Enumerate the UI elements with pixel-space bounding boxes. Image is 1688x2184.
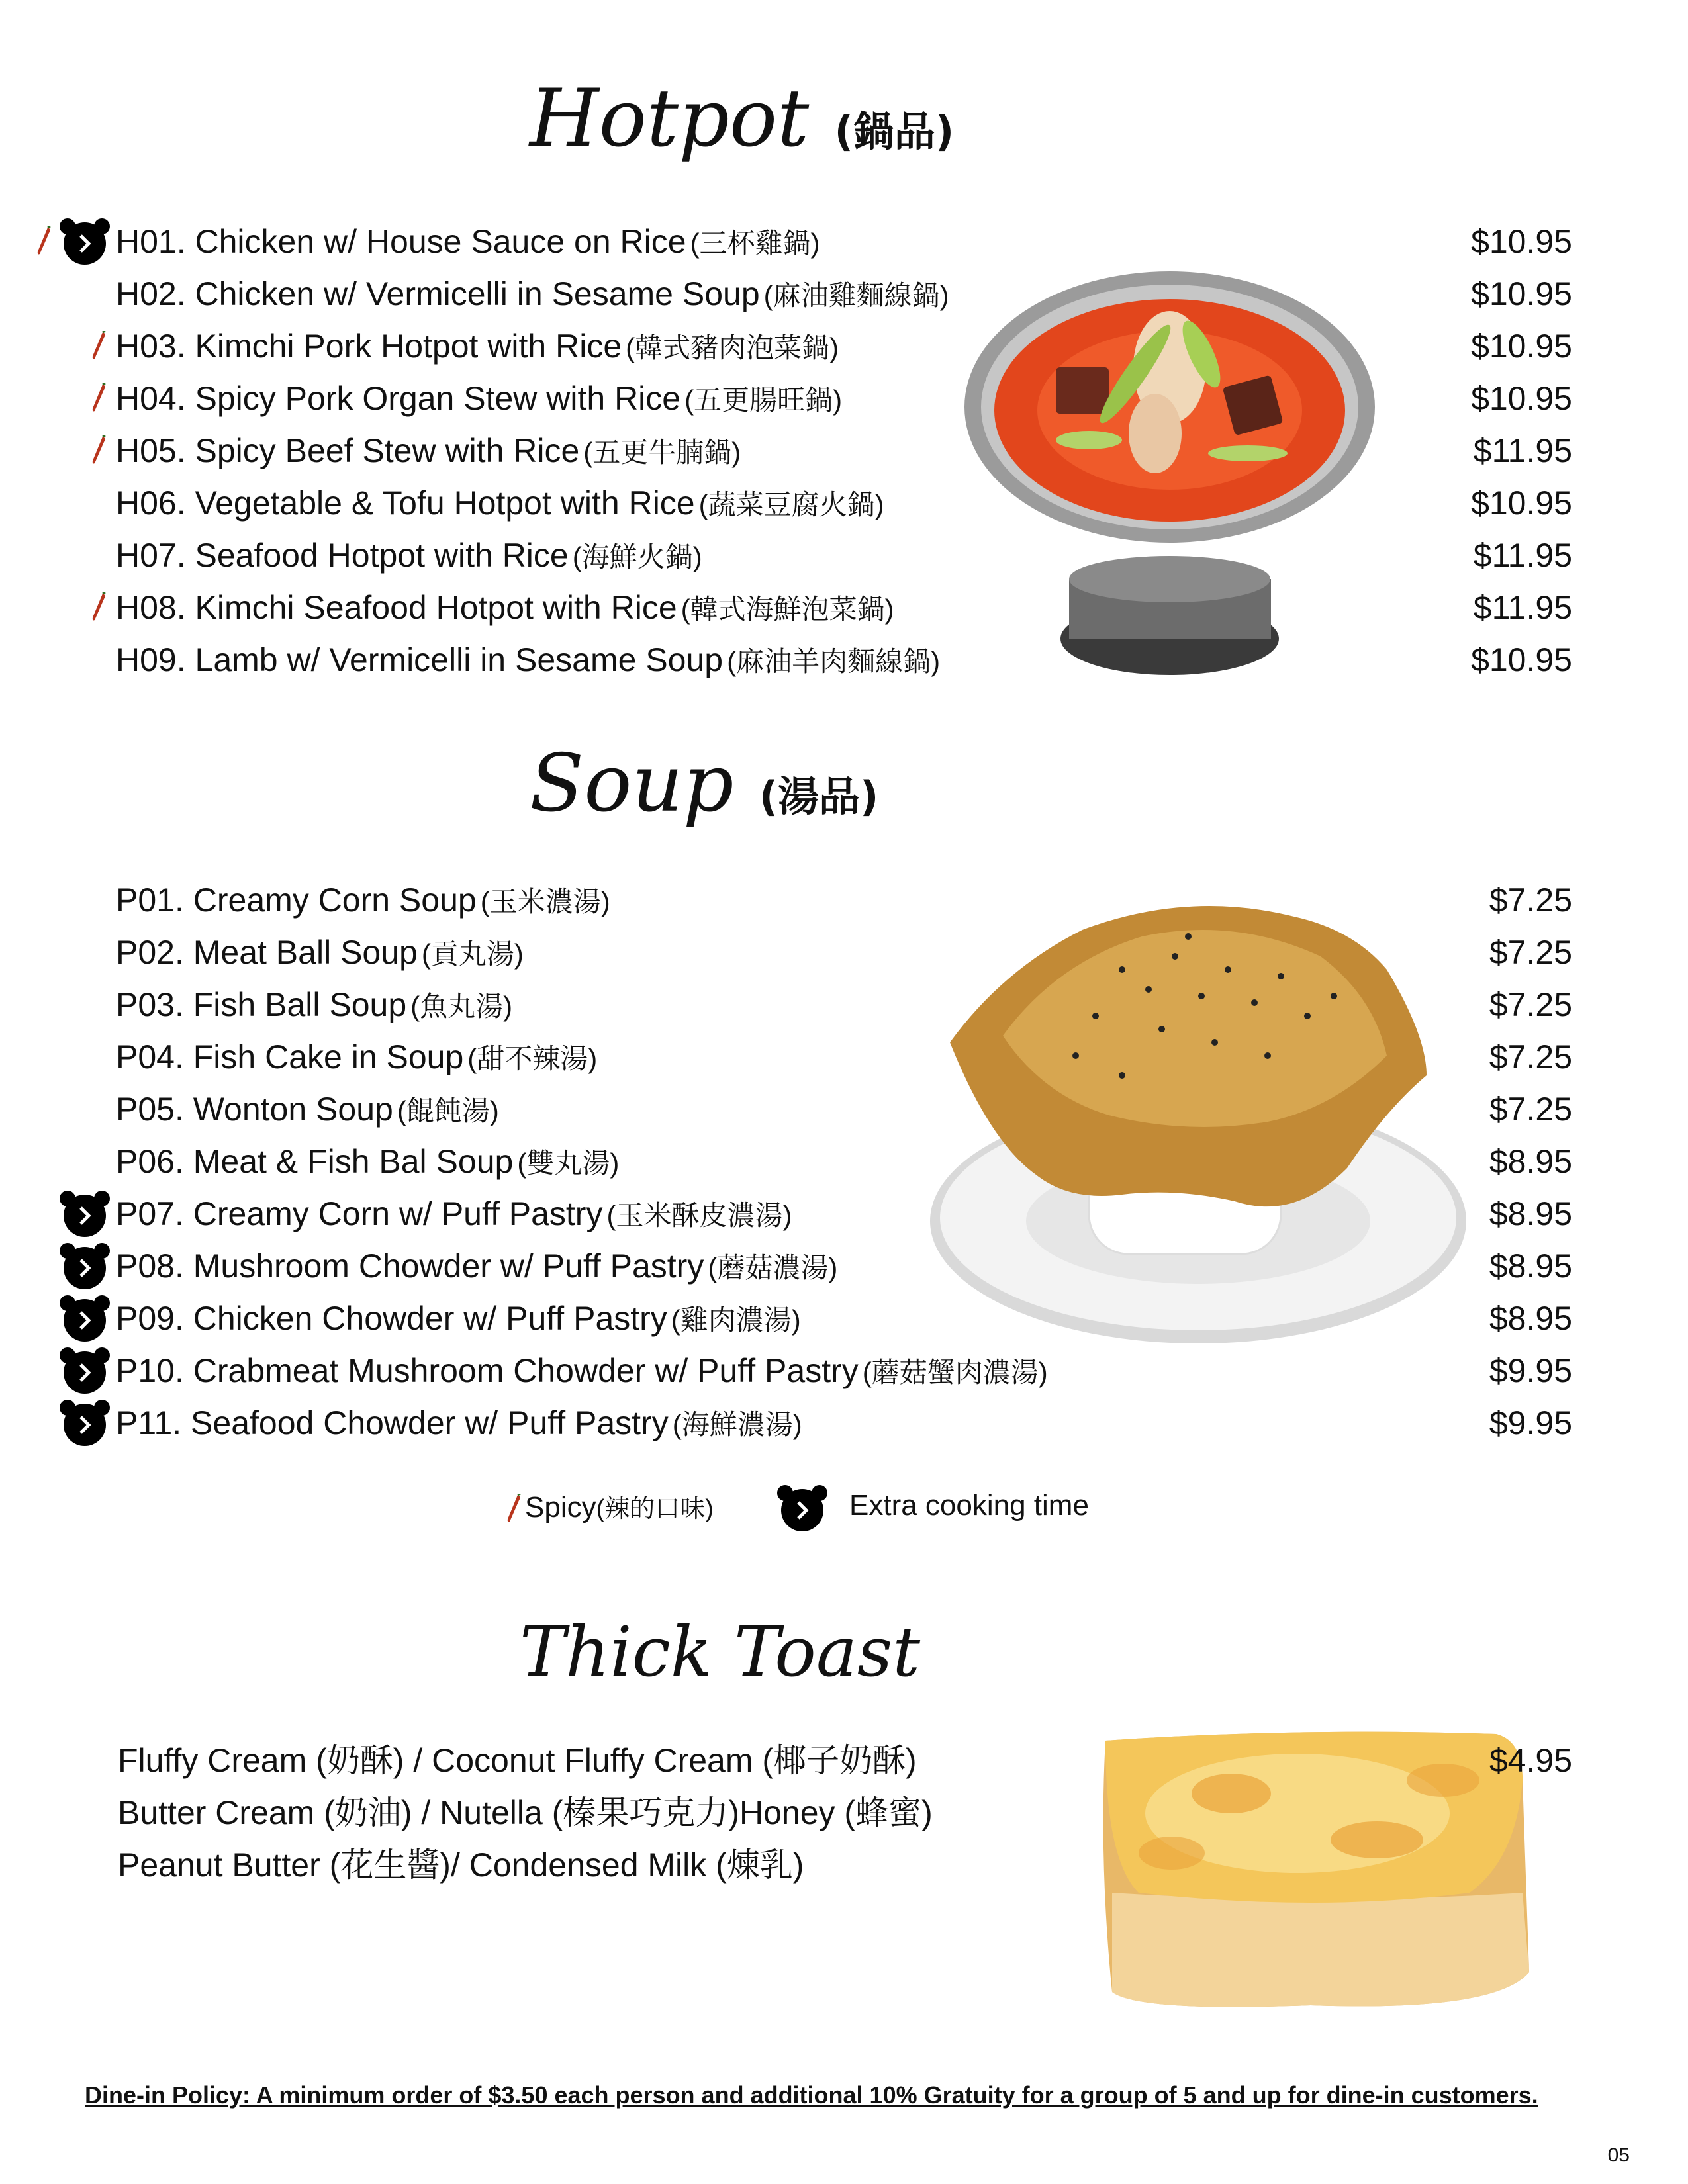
soup-item-chinese-name: (蘑菇蟹肉濃湯) (862, 1357, 1048, 1388)
hotpot-item-price: $10.95 (1471, 223, 1572, 260)
soup-item (116, 877, 610, 923)
clock-icon (776, 1484, 829, 1533)
legend-spicy (525, 1488, 714, 1524)
soup-item-price: $8.95 (1489, 1195, 1572, 1232)
hotpot-item-price: $11.95 (1473, 432, 1572, 469)
clock-icon (58, 1242, 111, 1291)
soup-item-chinese-name: (貢丸湯) (421, 938, 524, 970)
soup-item-chinese-name: (魚丸湯) (410, 991, 513, 1022)
soup-item (116, 1138, 619, 1185)
soup-item (116, 1191, 792, 1237)
soup-item-price: $7.25 (1489, 986, 1572, 1023)
hotpot-item-name: H01. Chicken w/ House Sauce on Rice (116, 223, 686, 260)
soup-item (116, 1295, 801, 1342)
hotpot-item-chinese-name: (韓式豬肉泡菜鍋) (626, 332, 839, 363)
soup-item-chinese-name: (雙丸湯) (517, 1148, 620, 1179)
hotpot-item (116, 218, 820, 265)
hotpot-item-price: $10.95 (1471, 380, 1572, 417)
chili-icon (89, 383, 108, 412)
clock-icon (58, 1346, 111, 1395)
hotpot-item-chinese-name: (海鮮火鍋) (572, 541, 702, 572)
hotpot-item-name: H05. Spicy Beef Stew with Rice (116, 432, 580, 469)
hotpot-item-chinese-name: (麻油羊肉麵線鍋) (727, 646, 941, 677)
soup-item-name: P11. Seafood Chowder w/ Puff Pastry (116, 1404, 669, 1441)
hotpot-title-en: Hotpot (530, 73, 810, 165)
soup-item-price: $7.25 (1489, 1091, 1572, 1128)
soup-item (116, 981, 512, 1028)
soup-item-name: P01. Creamy Corn Soup (116, 882, 477, 919)
soup-item-price: $7.25 (1489, 882, 1572, 919)
soup-item-name: P02. Meat Ball Soup (116, 934, 418, 971)
hotpot-item-name: H03. Kimchi Pork Hotpot with Rice (116, 328, 622, 365)
clock-icon (58, 1189, 111, 1238)
legend-spicy-label: Spicy (525, 1491, 596, 1524)
hotpot-title-cn: (鍋品) (834, 107, 955, 156)
soup-item-name: P08. Mushroom Chowder w/ Puff Pastry (116, 1248, 704, 1285)
toast-line-2: Butter Cream (奶油) / Nutella (榛果巧克力)Honey (蜂蜜) (118, 1794, 933, 1831)
chili-icon (89, 592, 108, 621)
toast-price: $4.95 (1489, 1742, 1572, 1779)
hotpot-item (116, 323, 839, 369)
hotpot-item-price: $10.95 (1471, 641, 1572, 678)
soup-item-price: $8.95 (1489, 1248, 1572, 1285)
soup-item-price: $7.25 (1489, 1038, 1572, 1075)
hotpot-item-chinese-name: (韓式海鮮泡菜鍋) (680, 594, 894, 625)
hotpot-item (116, 375, 842, 422)
soup-item (116, 1034, 597, 1080)
soup-item-chinese-name: (玉米酥皮濃湯) (606, 1200, 792, 1231)
soup-title-cn: (湯品) (759, 772, 879, 821)
soup-item-chinese-name: (甜不辣湯) (467, 1043, 598, 1074)
hotpot-title (530, 73, 954, 165)
soup-item-chinese-name: (餛飩湯) (397, 1095, 499, 1126)
toast-line-1: Fluffy Cream (奶酥) / Coconut Fluffy Cream (椰子奶酥) (118, 1742, 917, 1779)
soup-photo (923, 890, 1473, 1343)
hotpot-item-name: H02. Chicken w/ Vermicelli in Sesame Soup (116, 275, 760, 312)
hotpot-item-price: $10.95 (1471, 275, 1572, 312)
soup-item-price: $7.25 (1489, 934, 1572, 971)
hotpot-item-chinese-name: (麻油雞麵線鍋) (763, 280, 949, 311)
hotpot-item-price: $10.95 (1471, 484, 1572, 522)
soup-item-name: P04. Fish Cake in Soup (116, 1038, 464, 1075)
soup-item-price: $8.95 (1489, 1143, 1572, 1180)
hotpot-item (116, 532, 702, 578)
chili-icon (34, 226, 53, 255)
hotpot-item-chinese-name: (蔬菜豆腐火鍋) (698, 489, 884, 520)
hotpot-item (116, 584, 894, 631)
hotpot-item-name: H06. Vegetable & Tofu Hotpot with Rice (116, 484, 695, 522)
soup-item-chinese-name: (海鮮濃湯) (672, 1409, 802, 1440)
soup-item-chinese-name: (蘑菇濃湯) (708, 1252, 838, 1283)
dine-in-policy: Dine-in Policy: A minimum order of $3.50 each person and additional 10% Gratuity for a group of 5 and up for dine-in customers. (85, 2081, 1538, 2109)
hotpot-item-chinese-name: (五更牛腩鍋) (583, 437, 741, 468)
clock-icon (58, 1398, 111, 1447)
toast-title: Thick Toast (520, 1612, 921, 1692)
clock-icon (58, 217, 111, 266)
soup-item-chinese-name: (雞肉濃湯) (671, 1304, 801, 1336)
soup-title (530, 738, 878, 830)
page-number: 05 (1607, 2144, 1630, 2166)
soup-item-name: P10. Crabmeat Mushroom Chowder w/ Puff Pastry (116, 1352, 859, 1389)
toast-line-3: Peanut Butter (花生醬)/ Condensed Milk (煉乳) (118, 1846, 804, 1884)
soup-item-name: P06. Meat & Fish Bal Soup (116, 1143, 514, 1180)
hotpot-item-price: $11.95 (1473, 589, 1572, 626)
soup-item (116, 929, 524, 976)
soup-title-en: Soup (530, 738, 734, 830)
chili-icon (504, 1494, 523, 1523)
hotpot-item-name: H09. Lamb w/ Vermicelli in Sesame Soup (116, 641, 724, 678)
hotpot-item-price: $11.95 (1473, 537, 1572, 574)
soup-item (116, 1243, 837, 1289)
soup-item (116, 1400, 802, 1446)
hotpot-item (116, 480, 884, 526)
hotpot-item (116, 271, 949, 317)
soup-item-name: P03. Fish Ball Soup (116, 986, 407, 1023)
clock-icon (58, 1294, 111, 1343)
soup-item-name: P07. Creamy Corn w/ Puff Pastry (116, 1195, 603, 1232)
hotpot-item-price: $10.95 (1471, 328, 1572, 365)
soup-item-name: P09. Chicken Chowder w/ Puff Pastry (116, 1300, 667, 1337)
hotpot-item-name: H08. Kimchi Seafood Hotpot with Rice (116, 589, 677, 626)
hotpot-photo (963, 268, 1377, 682)
hotpot-item-name: H04. Spicy Pork Organ Stew with Rice (116, 380, 681, 417)
hotpot-item-name: H07. Seafood Hotpot with Rice (116, 537, 569, 574)
hotpot-item (116, 428, 741, 474)
soup-item (116, 1086, 499, 1132)
soup-item-chinese-name: (玉米濃湯) (480, 886, 610, 917)
chili-icon (89, 331, 108, 360)
soup-item-price: $9.95 (1489, 1404, 1572, 1441)
legend-extra-time: Extra cooking time (849, 1489, 1089, 1522)
soup-item-price: $9.95 (1489, 1352, 1572, 1389)
soup-item-name: P05. Wonton Soup (116, 1091, 393, 1128)
toast-photo (1099, 1727, 1532, 2019)
hotpot-item-chinese-name: (三杯雞鍋) (690, 228, 820, 259)
hotpot-item (116, 637, 940, 683)
soup-item (116, 1347, 1048, 1394)
soup-item-price: $8.95 (1489, 1300, 1572, 1337)
chili-icon (89, 435, 108, 465)
legend-spicy-cn: (辣的口味) (596, 1495, 714, 1523)
hotpot-item-chinese-name: (五更腸旺鍋) (684, 385, 843, 416)
